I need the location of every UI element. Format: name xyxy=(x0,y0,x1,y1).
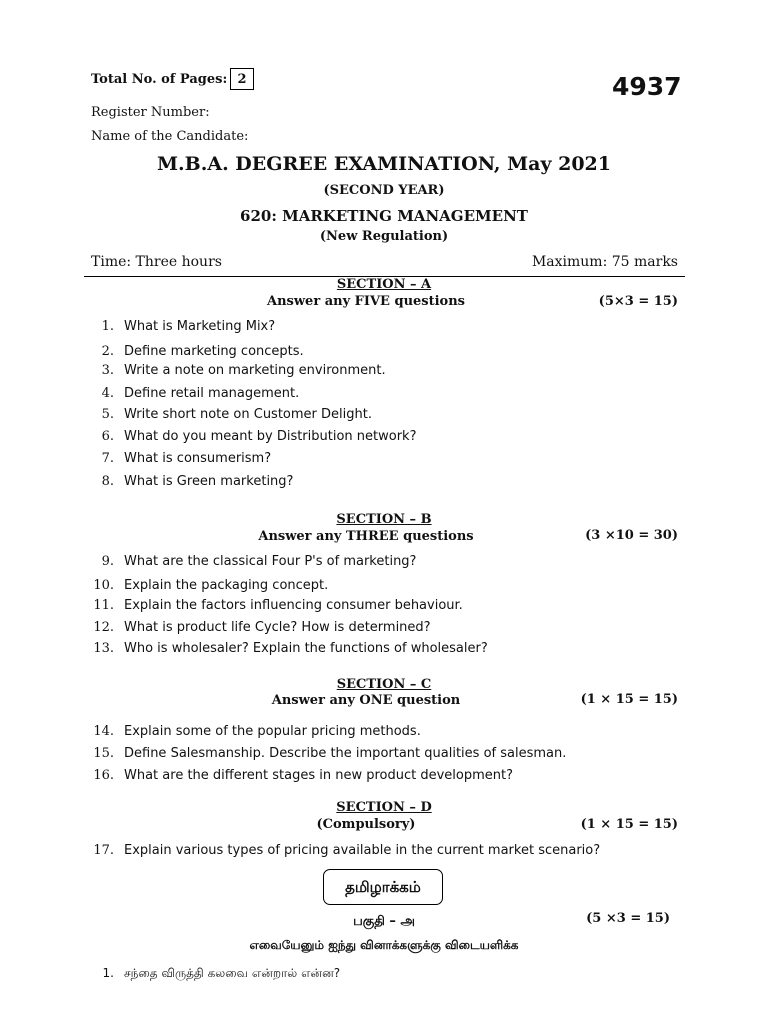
question-text: What is product life Cycle? How is determined? xyxy=(124,620,431,635)
question-text: Define Salesmanship. Describe the important qualities of salesman. xyxy=(124,746,567,761)
total-pages-value: 2 xyxy=(230,68,254,90)
tamil-translation-heading: தமிழாக்கம் xyxy=(323,869,443,905)
question-item xyxy=(90,578,328,593)
question-number: 7. xyxy=(101,451,114,466)
section-c-title: SECTION – C xyxy=(336,677,432,692)
question-number: 3. xyxy=(101,363,114,378)
exam-title: M.B.A. DEGREE EXAMINATION, May 2021 xyxy=(157,153,611,175)
question-item xyxy=(90,319,275,334)
total-pages-label: Total No. of Pages: xyxy=(91,72,228,87)
exam-time: Time: Three hours xyxy=(91,254,222,270)
question-number: 6. xyxy=(101,429,114,444)
question-text: Define retail management. xyxy=(124,386,300,401)
question-text: Explain various types of pricing available in the current market scenario? xyxy=(124,843,601,858)
question-text: What are the different stages in new product development? xyxy=(124,768,514,783)
question-item xyxy=(90,363,386,378)
question-text: சந்தை விருத்தி கலவை என்றால் என்ன? xyxy=(124,966,341,980)
question-number: 11. xyxy=(93,598,114,613)
question-number: 14. xyxy=(93,724,114,739)
question-number: 9. xyxy=(101,554,114,569)
exam-year: (SECOND YEAR) xyxy=(323,183,445,198)
question-number: 1. xyxy=(102,966,114,980)
question-text: Explain the factors influencing consumer behaviour. xyxy=(124,598,463,613)
section-c-marks: (1 × 15 = 15) xyxy=(580,692,678,707)
question-text: What is Marketing Mix? xyxy=(124,319,276,334)
question-number: 12. xyxy=(93,620,114,635)
question-text: Who is wholesaler? Explain the functions of wholesaler? xyxy=(124,641,488,656)
question-item xyxy=(90,554,416,569)
section-b-instruction: Answer any THREE questions xyxy=(258,529,474,544)
question-item xyxy=(90,768,513,783)
exam-max-marks: Maximum: 75 marks xyxy=(531,254,678,270)
question-text: Write a note on marketing environment. xyxy=(124,363,386,378)
question-number: 1. xyxy=(101,319,114,334)
section-b-title: SECTION – B xyxy=(336,512,432,527)
tamil-section-marks: (5 ×3 = 15) xyxy=(586,911,670,926)
question-text: What do you meant by Distribution network? xyxy=(124,429,417,444)
question-item xyxy=(90,641,488,656)
question-item xyxy=(90,746,566,761)
register-number-label: Register Number: xyxy=(91,105,210,120)
section-c-instruction: Answer any ONE question xyxy=(271,693,461,708)
question-item xyxy=(90,451,271,466)
section-a-marks: (5×3 = 15) xyxy=(598,294,678,309)
question-text: Define marketing concepts. xyxy=(124,344,304,359)
question-number: 16. xyxy=(93,768,114,783)
question-text: What is Green marketing? xyxy=(124,474,294,489)
question-text: What are the classical Four P's of marketing? xyxy=(124,554,417,569)
section-a-title: SECTION – A xyxy=(336,277,432,292)
question-item xyxy=(90,966,340,982)
question-text: What is consumerism? xyxy=(124,451,272,466)
question-text: Write short note on Customer Delight. xyxy=(124,407,372,422)
section-d-title: SECTION – D xyxy=(336,800,432,815)
question-text: Explain some of the popular pricing methods. xyxy=(124,724,421,739)
question-item xyxy=(90,724,421,739)
section-b-marks: (3 ×10 = 30) xyxy=(585,528,678,543)
question-number: 10. xyxy=(93,578,114,593)
question-item xyxy=(90,620,431,635)
question-number: 4. xyxy=(101,386,114,401)
tamil-section-title: பகுதி – அ xyxy=(353,914,415,929)
section-a-instruction: Answer any FIVE questions xyxy=(267,294,465,309)
exam-subject: 620: MARKETING MANAGEMENT xyxy=(240,207,528,225)
question-item xyxy=(90,407,372,422)
question-item xyxy=(90,386,299,401)
question-number: 5. xyxy=(101,407,114,422)
paper-code: 4937 xyxy=(612,72,682,101)
question-item xyxy=(90,474,293,489)
tamil-section-instruction: எவையேனும் ஐந்து வினாக்களுக்கு விடையளிக்க xyxy=(249,938,519,952)
question-number: 2. xyxy=(101,344,114,359)
exam-regulation: (New Regulation) xyxy=(319,229,449,244)
question-item xyxy=(90,843,600,858)
question-number: 13. xyxy=(93,641,114,656)
question-item xyxy=(90,429,417,444)
question-number: 17. xyxy=(93,843,114,858)
question-text: Explain the packaging concept. xyxy=(124,578,329,593)
question-item xyxy=(90,344,304,359)
section-d-instruction: (Compulsory) xyxy=(316,817,416,832)
question-number: 8. xyxy=(101,474,114,489)
section-d-marks: (1 × 15 = 15) xyxy=(580,817,678,832)
question-item xyxy=(90,598,463,613)
candidate-name-label: Name of the Candidate: xyxy=(91,129,249,144)
question-number: 15. xyxy=(93,746,114,761)
